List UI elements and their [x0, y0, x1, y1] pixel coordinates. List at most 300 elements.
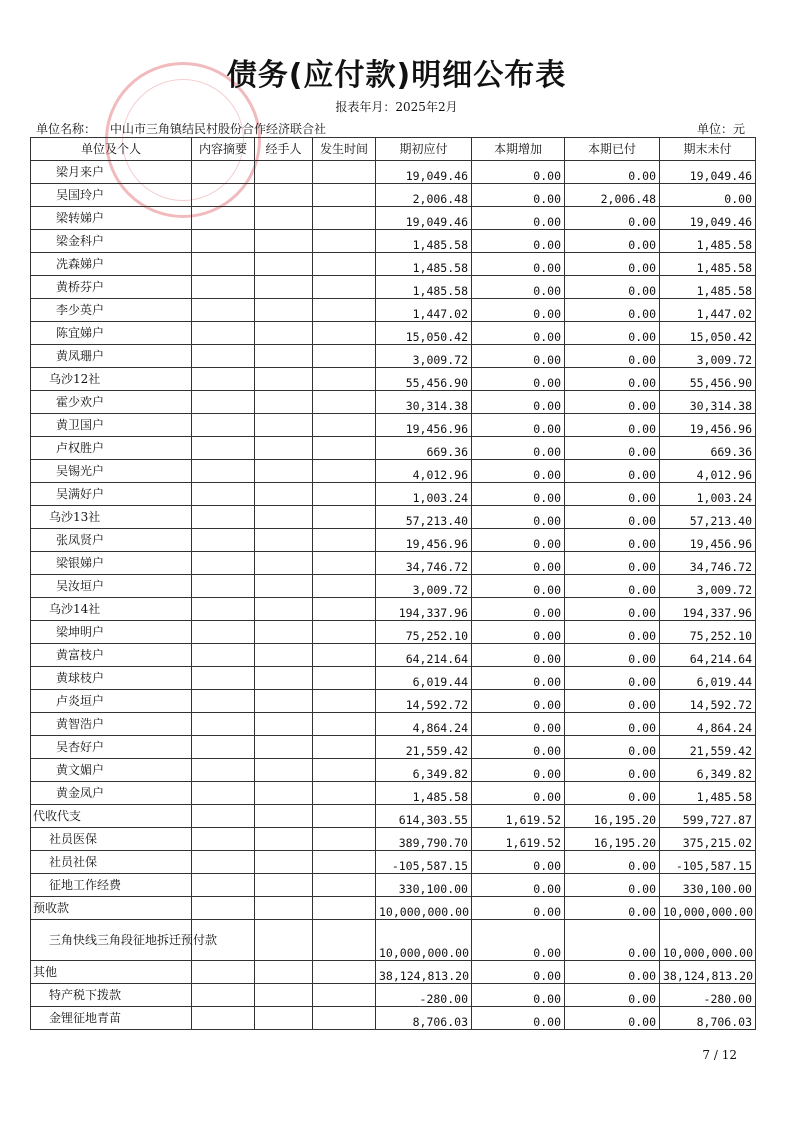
date-cell	[313, 690, 376, 713]
table-row	[31, 299, 756, 322]
closing-cell: 1,485.58	[660, 230, 756, 253]
party-cell: 社员社保	[31, 851, 192, 874]
closing-cell: 1,485.58	[660, 782, 756, 805]
report-period: 报表年月：2025年2月	[335, 100, 458, 114]
table-row	[31, 598, 756, 621]
increase-cell: 0.00	[472, 713, 565, 736]
table-header-row	[31, 138, 756, 161]
increase-cell: 0.00	[472, 437, 565, 460]
summary-cell	[192, 184, 255, 207]
party-cell: 黄富枝户	[31, 644, 192, 667]
handler-cell	[255, 184, 313, 207]
paid-cell: 2,006.48	[565, 184, 660, 207]
summary-cell	[192, 437, 255, 460]
date-cell	[313, 506, 376, 529]
opening-cell: 3,009.72	[376, 345, 472, 368]
paid-cell: 0.00	[565, 713, 660, 736]
opening-cell: 10,000,000.00	[376, 897, 472, 920]
date-cell	[313, 437, 376, 460]
table-row	[31, 506, 756, 529]
paid-cell: 0.00	[565, 299, 660, 322]
closing-cell: 375,215.02	[660, 828, 756, 851]
closing-cell: 4,864.24	[660, 713, 756, 736]
date-cell	[313, 1007, 376, 1030]
col-header-increase: 本期增加	[472, 138, 565, 161]
summary-cell	[192, 897, 255, 920]
opening-cell: 1,485.58	[376, 230, 472, 253]
increase-cell: 0.00	[472, 414, 565, 437]
table-row	[31, 345, 756, 368]
paid-cell: 0.00	[565, 552, 660, 575]
table-row	[31, 391, 756, 414]
date-cell	[313, 345, 376, 368]
table-row	[31, 483, 756, 506]
paid-cell: 0.00	[565, 276, 660, 299]
opening-cell: -105,587.15	[376, 851, 472, 874]
handler-cell	[255, 368, 313, 391]
paid-cell: 0.00	[565, 920, 660, 961]
party-cell: 梁坤明户	[31, 621, 192, 644]
handler-cell	[255, 667, 313, 690]
increase-cell: 0.00	[472, 253, 565, 276]
summary-cell	[192, 644, 255, 667]
handler-cell	[255, 322, 313, 345]
party-cell: 黄球枝户	[31, 667, 192, 690]
summary-cell	[192, 299, 255, 322]
table-row	[31, 253, 756, 276]
date-cell	[313, 529, 376, 552]
closing-cell: 38,124,813.20	[660, 961, 756, 984]
paid-cell: 0.00	[565, 690, 660, 713]
handler-cell	[255, 644, 313, 667]
increase-cell: 0.00	[472, 276, 565, 299]
date-cell	[313, 961, 376, 984]
opening-cell: 75,252.10	[376, 621, 472, 644]
table-row	[31, 851, 756, 874]
date-cell	[313, 483, 376, 506]
closing-cell: 21,559.42	[660, 736, 756, 759]
summary-cell	[192, 598, 255, 621]
summary-cell	[192, 759, 255, 782]
opening-cell: 389,790.70	[376, 828, 472, 851]
table-row	[31, 621, 756, 644]
party-cell: 吴国玲户	[31, 184, 192, 207]
party-cell: 卢炎垣户	[31, 690, 192, 713]
increase-cell: 0.00	[472, 851, 565, 874]
summary-cell	[192, 414, 255, 437]
handler-cell	[255, 552, 313, 575]
party-cell: 金锂征地青苗	[31, 1007, 192, 1030]
increase-cell: 0.00	[472, 782, 565, 805]
unit-name-value: 中山市三角镇结民村股份合作经济联合社	[110, 122, 327, 136]
party-cell: 梁月来户	[31, 161, 192, 184]
opening-cell: 55,456.90	[376, 368, 472, 391]
opening-cell: 57,213.40	[376, 506, 472, 529]
party-cell: 征地工作经费	[31, 874, 192, 897]
summary-cell	[192, 276, 255, 299]
closing-cell: 0.00	[660, 184, 756, 207]
paid-cell: 0.00	[565, 874, 660, 897]
increase-cell: 0.00	[472, 184, 565, 207]
closing-cell: 75,252.10	[660, 621, 756, 644]
party-cell: 李少英户	[31, 299, 192, 322]
closing-cell: 4,012.96	[660, 460, 756, 483]
opening-cell: 6,019.44	[376, 667, 472, 690]
date-cell	[313, 805, 376, 828]
party-cell: 社员医保	[31, 828, 192, 851]
opening-cell: 1,447.02	[376, 299, 472, 322]
paid-cell: 0.00	[565, 598, 660, 621]
closing-cell: 57,213.40	[660, 506, 756, 529]
opening-cell: 1,003.24	[376, 483, 472, 506]
table-row	[31, 322, 756, 345]
date-cell	[313, 828, 376, 851]
summary-cell	[192, 782, 255, 805]
summary-cell	[192, 667, 255, 690]
closing-cell: 14,592.72	[660, 690, 756, 713]
handler-cell	[255, 230, 313, 253]
summary-cell	[192, 460, 255, 483]
table-row	[31, 575, 756, 598]
unit-name-label: 单位名称：	[36, 122, 97, 136]
party-cell: 其他	[31, 961, 192, 984]
summary-cell	[192, 391, 255, 414]
increase-cell: 0.00	[472, 230, 565, 253]
table-row	[31, 782, 756, 805]
closing-cell: 669.36	[660, 437, 756, 460]
opening-cell: 6,349.82	[376, 759, 472, 782]
summary-cell	[192, 713, 255, 736]
table-row	[31, 414, 756, 437]
date-cell	[313, 851, 376, 874]
party-cell: 黄凤珊户	[31, 345, 192, 368]
date-cell	[313, 391, 376, 414]
increase-cell: 0.00	[472, 529, 565, 552]
party-cell: 三角快线三角段征地拆迁预付款	[31, 920, 192, 961]
opening-cell: 38,124,813.20	[376, 961, 472, 984]
paid-cell: 0.00	[565, 897, 660, 920]
paid-cell: 0.00	[565, 391, 660, 414]
paid-cell: 0.00	[565, 322, 660, 345]
increase-cell: 0.00	[472, 368, 565, 391]
opening-cell: 15,050.42	[376, 322, 472, 345]
paid-cell: 0.00	[565, 230, 660, 253]
date-cell	[313, 299, 376, 322]
handler-cell	[255, 437, 313, 460]
party-cell: 吴满好户	[31, 483, 192, 506]
handler-cell	[255, 736, 313, 759]
closing-cell: 6,019.44	[660, 667, 756, 690]
table-row	[31, 897, 756, 920]
closing-cell: 1,003.24	[660, 483, 756, 506]
opening-cell: 34,746.72	[376, 552, 472, 575]
paid-cell: 0.00	[565, 961, 660, 984]
table-row	[31, 437, 756, 460]
party-cell: 张凤贤户	[31, 529, 192, 552]
paid-cell: 0.00	[565, 207, 660, 230]
closing-cell: 3,009.72	[660, 345, 756, 368]
summary-cell	[192, 961, 255, 984]
handler-cell	[255, 506, 313, 529]
table-row	[31, 184, 756, 207]
date-cell	[313, 598, 376, 621]
table-row	[31, 805, 756, 828]
table-row	[31, 207, 756, 230]
increase-cell: 0.00	[472, 575, 565, 598]
party-cell: 乌沙13社	[31, 506, 192, 529]
party-cell: 吴锡光户	[31, 460, 192, 483]
paid-cell: 0.00	[565, 414, 660, 437]
opening-cell: 19,049.46	[376, 207, 472, 230]
closing-cell: 1,485.58	[660, 276, 756, 299]
closing-cell: 330,100.00	[660, 874, 756, 897]
opening-cell: 19,049.46	[376, 161, 472, 184]
closing-cell: 30,314.38	[660, 391, 756, 414]
summary-cell	[192, 851, 255, 874]
date-cell	[313, 552, 376, 575]
closing-cell: -280.00	[660, 984, 756, 1007]
closing-cell: 10,000,000.00	[660, 897, 756, 920]
handler-cell	[255, 575, 313, 598]
summary-cell	[192, 1007, 255, 1030]
party-cell: 黄桥芬户	[31, 276, 192, 299]
party-cell: 梁金科户	[31, 230, 192, 253]
date-cell	[313, 713, 376, 736]
increase-cell: 0.00	[472, 552, 565, 575]
date-cell	[313, 575, 376, 598]
col-header-date: 发生时间	[313, 138, 376, 161]
increase-cell: 0.00	[472, 690, 565, 713]
opening-cell: 64,214.64	[376, 644, 472, 667]
paid-cell: 0.00	[565, 644, 660, 667]
opening-cell: 14,592.72	[376, 690, 472, 713]
date-cell	[313, 276, 376, 299]
table-row	[31, 713, 756, 736]
increase-cell: 0.00	[472, 897, 565, 920]
party-cell: 陈宜娣户	[31, 322, 192, 345]
col-header-paid: 本期已付	[565, 138, 660, 161]
increase-cell: 0.00	[472, 667, 565, 690]
paid-cell: 0.00	[565, 782, 660, 805]
handler-cell	[255, 961, 313, 984]
closing-cell: 1,447.02	[660, 299, 756, 322]
increase-cell: 0.00	[472, 961, 565, 984]
paid-cell: 0.00	[565, 851, 660, 874]
table-body	[31, 161, 756, 1030]
opening-cell: 4,864.24	[376, 713, 472, 736]
paid-cell: 0.00	[565, 437, 660, 460]
increase-cell: 0.00	[472, 598, 565, 621]
table-row	[31, 759, 756, 782]
closing-cell: 64,214.64	[660, 644, 756, 667]
party-cell: 乌沙12社	[31, 368, 192, 391]
increase-cell: 0.00	[472, 483, 565, 506]
handler-cell	[255, 851, 313, 874]
opening-cell: 669.36	[376, 437, 472, 460]
paid-cell: 16,195.20	[565, 828, 660, 851]
opening-cell: 1,485.58	[376, 276, 472, 299]
increase-cell: 1,619.52	[472, 805, 565, 828]
increase-cell: 0.00	[472, 460, 565, 483]
summary-cell	[192, 322, 255, 345]
party-cell: 代收代支	[31, 805, 192, 828]
table-row	[31, 961, 756, 984]
increase-cell: 1,619.52	[472, 828, 565, 851]
date-cell	[313, 874, 376, 897]
col-header-closing: 期末未付	[660, 138, 756, 161]
party-cell: 霍少欢户	[31, 391, 192, 414]
handler-cell	[255, 460, 313, 483]
summary-cell	[192, 575, 255, 598]
paid-cell: 0.00	[565, 984, 660, 1007]
paid-cell: 0.00	[565, 506, 660, 529]
date-cell	[313, 207, 376, 230]
opening-cell: 19,456.96	[376, 414, 472, 437]
date-cell	[313, 920, 376, 961]
party-cell: 梁转娣户	[31, 207, 192, 230]
increase-cell: 0.00	[472, 345, 565, 368]
handler-cell	[255, 345, 313, 368]
date-cell	[313, 984, 376, 1007]
summary-cell	[192, 161, 255, 184]
closing-cell: 10,000,000.00	[660, 920, 756, 961]
closing-cell: 55,456.90	[660, 368, 756, 391]
increase-cell: 0.00	[472, 621, 565, 644]
summary-cell	[192, 621, 255, 644]
handler-cell	[255, 207, 313, 230]
payables-table	[30, 137, 756, 1030]
handler-cell	[255, 805, 313, 828]
closing-cell: 599,727.87	[660, 805, 756, 828]
date-cell	[313, 253, 376, 276]
summary-cell	[192, 253, 255, 276]
table-row	[31, 874, 756, 897]
table-row	[31, 690, 756, 713]
summary-cell	[192, 529, 255, 552]
closing-cell: 8,706.03	[660, 1007, 756, 1030]
increase-cell: 0.00	[472, 506, 565, 529]
date-cell	[313, 230, 376, 253]
date-cell	[313, 897, 376, 920]
opening-cell: 30,314.38	[376, 391, 472, 414]
paid-cell: 0.00	[565, 483, 660, 506]
handler-cell	[255, 276, 313, 299]
date-cell	[313, 759, 376, 782]
table-row	[31, 1007, 756, 1030]
handler-cell	[255, 874, 313, 897]
party-cell: 黄金凤户	[31, 782, 192, 805]
paid-cell: 0.00	[565, 253, 660, 276]
summary-cell	[192, 805, 255, 828]
handler-cell	[255, 161, 313, 184]
paid-cell: 0.00	[565, 529, 660, 552]
summary-cell	[192, 552, 255, 575]
handler-cell	[255, 897, 313, 920]
table-row	[31, 667, 756, 690]
increase-cell: 0.00	[472, 644, 565, 667]
summary-cell	[192, 506, 255, 529]
party-cell: 黄智浩户	[31, 713, 192, 736]
party-cell: 梁银娣户	[31, 552, 192, 575]
summary-cell	[192, 345, 255, 368]
paid-cell: 0.00	[565, 1007, 660, 1030]
closing-cell: 6,349.82	[660, 759, 756, 782]
handler-cell	[255, 253, 313, 276]
opening-cell: 330,100.00	[376, 874, 472, 897]
col-header-handler: 经手人	[255, 138, 313, 161]
currency-unit: 单位：元	[696, 122, 745, 136]
handler-cell	[255, 621, 313, 644]
closing-cell: 15,050.42	[660, 322, 756, 345]
date-cell	[313, 414, 376, 437]
page-number: 7 / 12	[702, 1048, 737, 1062]
table-row	[31, 984, 756, 1007]
paid-cell: 0.00	[565, 575, 660, 598]
table-row	[31, 460, 756, 483]
table-row	[31, 368, 756, 391]
col-header-party: 单位及个人	[31, 138, 192, 161]
summary-cell	[192, 207, 255, 230]
summary-cell	[192, 736, 255, 759]
paid-cell: 0.00	[565, 736, 660, 759]
increase-cell: 0.00	[472, 920, 565, 961]
opening-cell: 3,009.72	[376, 575, 472, 598]
closing-cell: 34,746.72	[660, 552, 756, 575]
handler-cell	[255, 414, 313, 437]
party-cell: 吴汝垣户	[31, 575, 192, 598]
closing-cell: 19,049.46	[660, 207, 756, 230]
handler-cell	[255, 920, 313, 961]
handler-cell	[255, 713, 313, 736]
closing-cell: 1,485.58	[660, 253, 756, 276]
date-cell	[313, 736, 376, 759]
summary-cell	[192, 230, 255, 253]
date-cell	[313, 161, 376, 184]
increase-cell: 0.00	[472, 207, 565, 230]
table-row	[31, 828, 756, 851]
paid-cell: 0.00	[565, 368, 660, 391]
closing-cell: 19,456.96	[660, 529, 756, 552]
closing-cell: -105,587.15	[660, 851, 756, 874]
opening-cell: 2,006.48	[376, 184, 472, 207]
opening-cell: 1,485.58	[376, 782, 472, 805]
paid-cell: 0.00	[565, 667, 660, 690]
closing-cell: 3,009.72	[660, 575, 756, 598]
page-title: 债务(应付款)明细公布表	[226, 58, 567, 93]
opening-cell: -280.00	[376, 984, 472, 1007]
summary-cell	[192, 690, 255, 713]
col-header-opening: 期初应付	[376, 138, 472, 161]
date-cell	[313, 667, 376, 690]
table-row	[31, 230, 756, 253]
summary-cell	[192, 874, 255, 897]
party-cell: 吴杏好户	[31, 736, 192, 759]
table-row	[31, 644, 756, 667]
handler-cell	[255, 1007, 313, 1030]
date-cell	[313, 460, 376, 483]
increase-cell: 0.00	[472, 299, 565, 322]
paid-cell: 0.00	[565, 345, 660, 368]
date-cell	[313, 782, 376, 805]
closing-cell: 19,049.46	[660, 161, 756, 184]
table-row	[31, 552, 756, 575]
opening-cell: 8,706.03	[376, 1007, 472, 1030]
paid-cell: 0.00	[565, 460, 660, 483]
handler-cell	[255, 483, 313, 506]
increase-cell: 0.00	[472, 759, 565, 782]
summary-cell	[192, 483, 255, 506]
closing-cell: 19,456.96	[660, 414, 756, 437]
